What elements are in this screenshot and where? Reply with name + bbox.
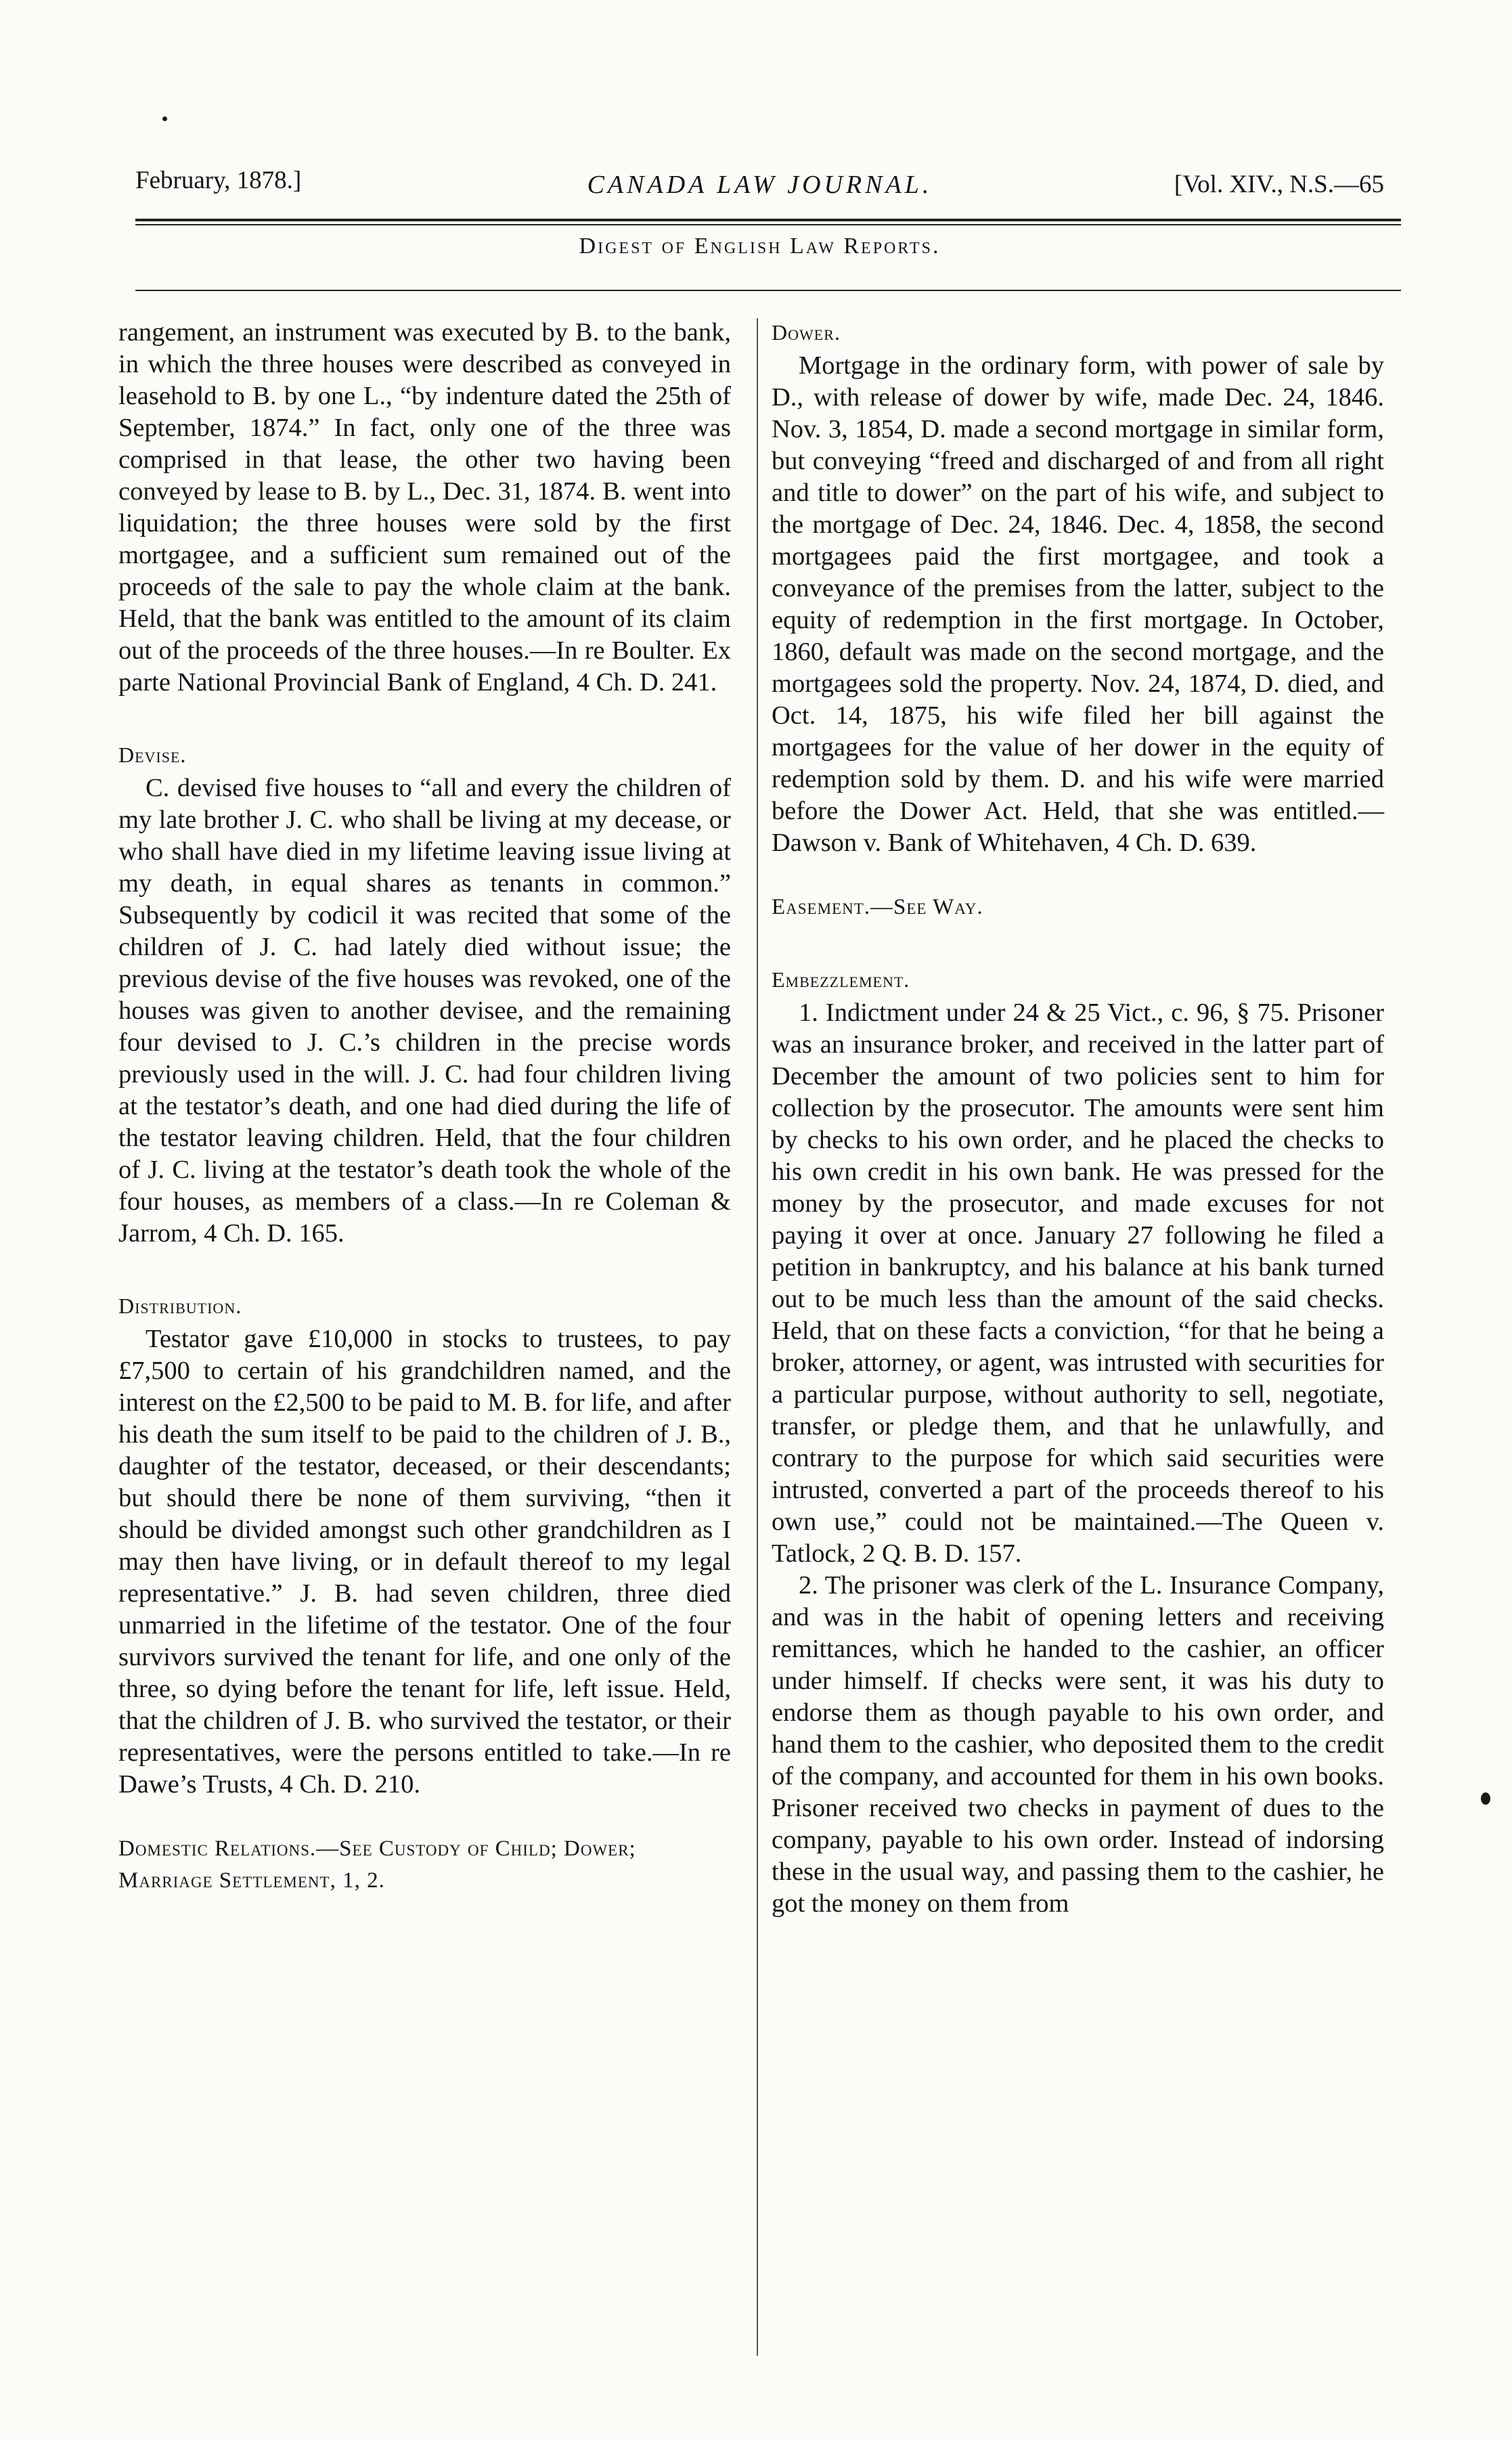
easement-crossref: Easement.—See Way. <box>772 895 983 919</box>
heading-distribution: Distribution. <box>118 1294 242 1318</box>
domestic-relations-crossref: Domestic Relations.—See Custody of Child; Dower; Marriage Settlement, 1, 2. <box>118 1837 636 1893</box>
header-date: February, 1878.] <box>135 167 302 194</box>
embezzlement-paragraph-1: 1. Indictment under 24 & 25 Vict., c. 96, § 75. Prisoner was an insurance broker, and received in the latter part of December the amount of two policies sent to him for collection by the prosecutor. The amounts were sent him by checks to his own order, and he placed the checks to his own credit in his own bank. He was pressed for the money by the prosecutor, and made excuses for not paying it over at once. January 27 following he filed a petition in bankruptcy, and his balance at his bank turned out to be much less than the amount of the said checks. Held, that on these facts a conviction, “for that he being a broker, attorney, or agent, was intrusted with securities for a particular purpose, without authority to sell, negotiate, transfer, or pledge them, and that he unlawfully, and contrary to the purpose for which said securities were intrusted, converted a part of the proceeds thereof to his own use,” could not be maintained.—The Queen v. Tatlock, 2 Q. B. D. 157. <box>772 998 1384 1568</box>
heading-embezzlement: Embezzlement. <box>772 967 910 992</box>
header-journal-title: CANADA LAW JOURNAL. <box>587 171 933 199</box>
heading-dower: Dower. <box>772 320 841 345</box>
section-rule <box>135 290 1401 291</box>
devise-paragraph: C. devised five houses to “all and every the children of my late brother J. C. who shall be living at my decease, or who shall have died in my lifetime leaving issue living at my death, in equal shares as tenants in common.” Subsequently by codicil it was recited that some of the children of J. C. had lately died without issue; the previous devise of the five houses was revoked, one of the houses was given to another devisee, and the remaining four devised to J. C.’s children in the precise words previously used in the will. J. C. had four children living at the testator’s death, and one had died during the life of the testator leaving children. Held, that the four children of J. C. living at the testator’s death took the whole of the four houses, as members of a class.—In re Coleman & Jarrom, 4 Ch. D. 165. <box>118 774 731 1248</box>
column-divider <box>757 318 758 2356</box>
heading-devise: Devise. <box>118 743 187 767</box>
header-rule-thin <box>135 224 1401 225</box>
dower-paragraph: Mortgage in the ordinary form, with power of sale by D., with release of dower by wife, made Dec. 24, 1846. Nov. 3, 1854, D. made a second mortgage in similar form, but conveying “freed and discharged of and from all right and title to dower” on the part of his wife, and subject to the mortgage of Dec. 24, 1846. Dec. 4, 1858, the second mortgagees paid the first mortgagee, and took a conveyance of the premises from the latter, subject to the equity of redemption in the first mortgage. In October, 1860, default was made on the second mortgage, and the mortgagees sold the property. Nov. 24, 1874, D. died, and Oct. 14, 1875, his wife filed her bill against the mortgagees for the value of her dower in the equity of redemption sold by them. D. and his wife were married before the Dower Act. Held, that she was entitled.—Dawson v. Bank of Whitehaven, 4 Ch. D. 639. <box>772 351 1384 857</box>
continued-paragraph: rangement, an instrument was executed by B. to the bank, in which the three houses were described as conveyed in leasehold to B. by one L., “by indenture dated the 25th of September, 1874.” In fact, only one of the three was comprised in that lease, the other two having been conveyed by lease to B. by L., Dec. 31, 1874. B. went into liquidation; the three houses were sold by the first mortgagee, and a sufficient sum remained out of the proceeds of the sale to pay the whole claim at the bank. Held, that the bank was entitled to the amount of its claim out of the proceeds of the three houses.—In re Boulter. Ex parte National Provincial Bank of England, 4 Ch. D. 241. <box>118 318 731 697</box>
running-header <box>135 166 1384 213</box>
section-title: Digest of English Law Reports. <box>579 234 941 259</box>
embezzlement-paragraph-2: 2. The prisoner was clerk of the L. Insurance Company, and was in the habit of opening letters and receiving remittances, which he handed to the cashier, an officer under himself. If checks were sent, it was his duty to endorse them as though payable to his own order, and hand them to the cashier, who deposited them to the credit of the company, and accounted for them in his own books. Prisoner received two checks in payment of dues to the company, payable to his own order. Instead of indorsing these in the usual way, and passing them to the cashier, he got the money on them from <box>772 1571 1384 1918</box>
header-volume-page: [Vol. XIV., N.S.—65 <box>1174 171 1384 198</box>
left-column <box>118 317 731 1897</box>
distribution-paragraph: Testator gave £10,000 in stocks to trustees, to pay £7,500 to certain of his grandchildren named, and the interest on the £2,500 to be paid to M. B. for life, and after his death the sum itself to be paid to the children of J. B., daughter of the testator, deceased, or their descendants; but should there be none of them surviving, “then it should be divided amongst such other grandchildren as I may then have living, or in default thereof to my legal representative.” J. B. had seven children, three died unmarried in the lifetime of the testator. One of the four survivors survived the tenant for life, and one only of the three, so dying before the tenant for life, left issue. Held, that the children of J. B. who survived the testator, or their representatives, were the persons entitled to take.—In re Dawe’s Trusts, 4 Ch. D. 210. <box>118 1325 731 1799</box>
ink-speck-right <box>1481 1793 1490 1805</box>
ink-speck-top <box>162 116 167 121</box>
header-rule-thick <box>135 219 1401 221</box>
right-column <box>772 317 1384 1920</box>
